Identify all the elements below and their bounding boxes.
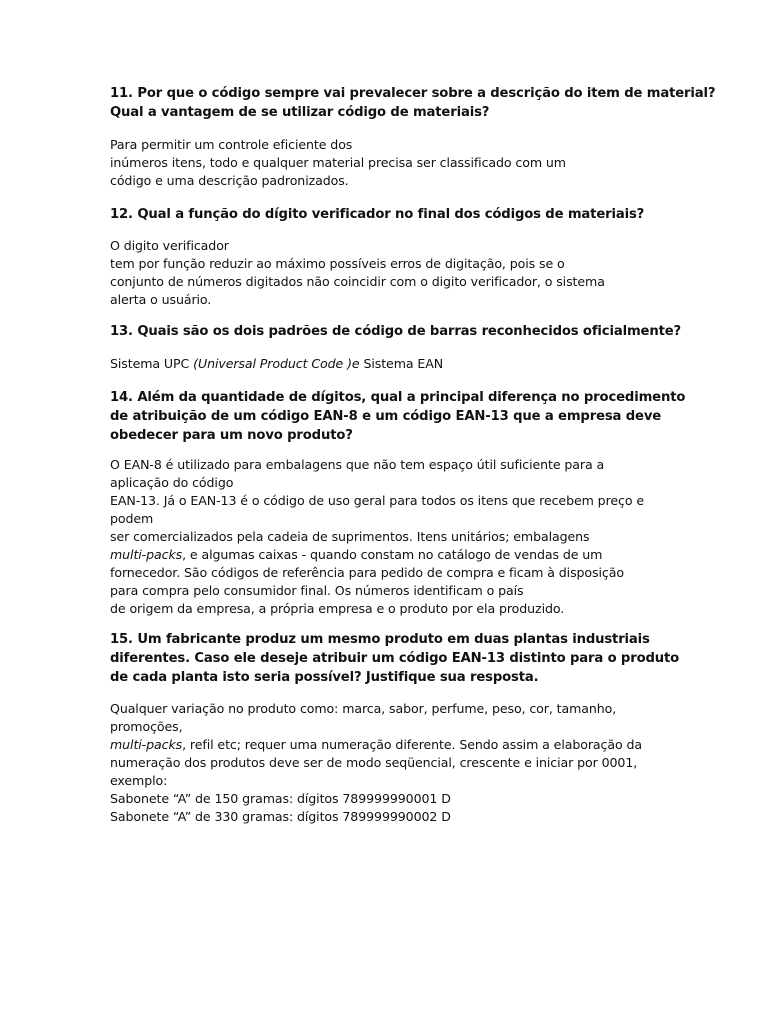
question-title: 14. Além da quantidade de dígitos, qual a principal diferença no procedimento de atribuição de um código EAN-8 e um código EAN-13 que a empresa deve obedecer para um novo produto? (110, 390, 686, 443)
answer-15 (110, 700, 670, 826)
question-11 (110, 84, 716, 122)
question-15 (110, 630, 680, 687)
answer-13 (110, 355, 670, 373)
question-12 (110, 205, 670, 224)
answer-text: O digito verificador tem por função reduzir ao máximo possíveis erros de digitação, pois se o conjunto de números digitados não coincidir com o digito verificador, o sistema alerta o usuário. (110, 238, 605, 307)
answer-text: Para permitir um controle eficiente dos inúmeros itens, todo e qualquer material precisa ser classificado com um código e uma descrição padronizados. (110, 137, 566, 188)
answer-text: O EAN-8 é utilizado para embalagens que não tem espaço útil suficiente para a aplicação do código EAN-13. Já o EAN-13 é o código de uso geral para todos os itens que recebem preço e podem ser comercializados pela cadeia de suprimentos. Itens unitários; embalagens multi-packs, e algumas caixas - quando constam no catálogo de vendas de um fornecedor. São códigos de referência para pedido de compra e ficam à disposição para compra pelo consumidor final. Os números identificam o país de origem da empresa, a própria empresa e o produto por ela produzido. (110, 457, 645, 616)
answer-text: Sistema UPC (Universal Product Code )e Sistema EAN (110, 356, 444, 371)
question-title: 12. Qual a função do dígito verificador no final dos códigos de materiais? (110, 207, 645, 222)
question-title: 15. Um fabricante produz um mesmo produto em duas plantas industriais diferentes. Caso ele deseje atribuir um código EAN-13 distinto para o produto de cada planta isto seria possível? Justifique sua resposta. (110, 632, 680, 685)
answer-12 (110, 237, 670, 309)
question-14 (110, 388, 686, 445)
answer-11 (110, 136, 670, 190)
question-title: 13. Quais são os dois padrões de código de barras reconhecidos oficialmente? (110, 324, 682, 339)
answer-14 (110, 456, 670, 618)
answer-text: Qualquer variação no produto como: marca, sabor, perfume, peso, cor, tamanho, promoções, multi-packs, refil etc; requer uma numeração diferente. Sendo assim a elaboração da numeração dos produtos deve ser de modo seqüencial, crescente e iniciar por 0001, exemplo: Sabonete “A” de 150 gramas: dígitos 789999990001 D Sabonete “A” de 330 gramas: dígitos 789999990002 D (110, 701, 642, 824)
question-title: 11. Por que o código sempre vai prevalecer sobre a descrição do item de material? Qual a vantagem de se utilizar código de materiais? (110, 86, 716, 120)
question-13 (110, 322, 682, 341)
